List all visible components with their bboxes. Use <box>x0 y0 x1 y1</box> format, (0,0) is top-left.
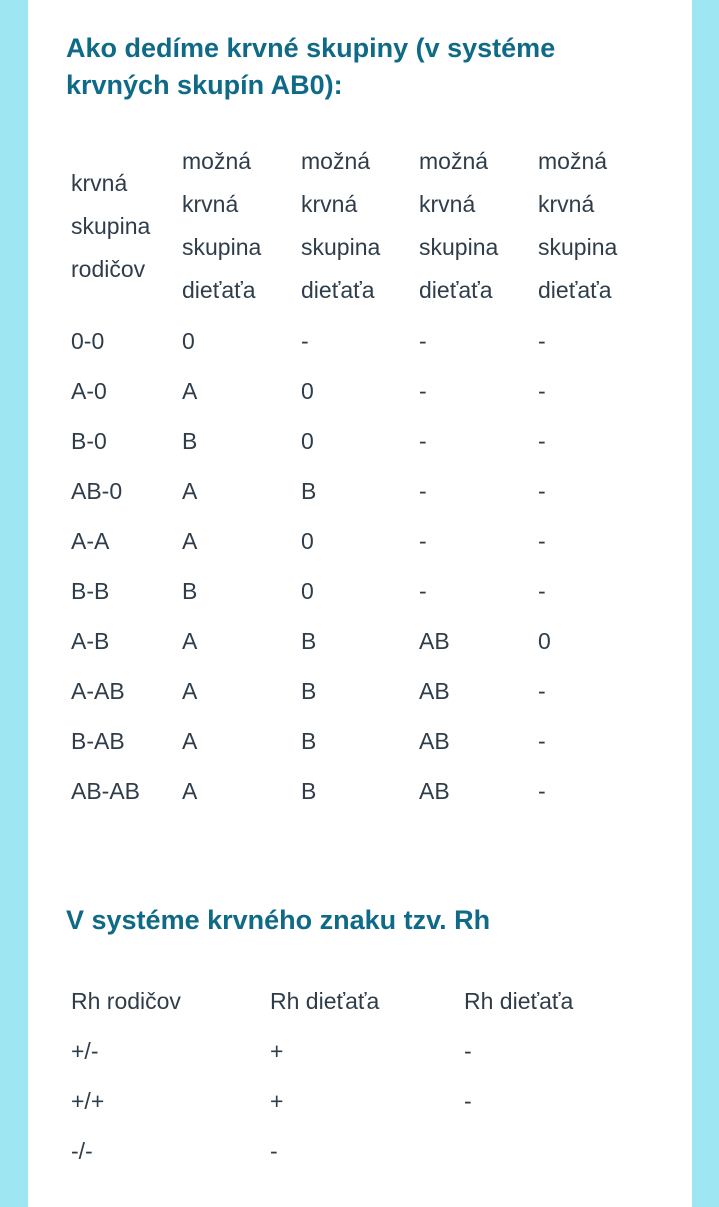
header-line: dieťaťa <box>538 277 612 303</box>
abo-child-cell: A <box>182 628 198 654</box>
abo-child-cell: 0 <box>301 378 314 404</box>
abo-child-cell: B <box>301 728 317 754</box>
abo-parent-cell: B-AB <box>71 728 125 754</box>
abo-parent-cell: A-A <box>71 528 110 554</box>
header-line: skupina <box>538 234 618 260</box>
abo-child-cell: 0 <box>301 528 314 554</box>
abo-child-cell: B <box>301 478 317 504</box>
rh-parent-cell: +/- <box>71 1038 99 1064</box>
abo-child-cell: B <box>301 678 317 704</box>
header-line: možná <box>182 148 252 174</box>
rh-child-cell: - <box>464 1038 472 1064</box>
rh-header-cell: Rh dieťaťa <box>270 988 380 1014</box>
abo-parent-cell: B-B <box>71 578 110 604</box>
rh-parent-cell: -/- <box>71 1138 93 1164</box>
header-line: možná <box>419 148 489 174</box>
abo-section-title: Ako dedíme krvné skupiny (v systéme krvných skupín AB0): <box>66 33 556 100</box>
abo-child-cell: - <box>419 578 427 604</box>
header-line: dieťaťa <box>419 277 493 303</box>
abo-child-cell: B <box>182 428 198 454</box>
abo-child-cell: A <box>182 378 198 404</box>
header-line: možná <box>538 148 608 174</box>
abo-child-cell: A <box>182 478 198 504</box>
abo-parent-cell: AB-AB <box>71 778 141 804</box>
abo-child-cell: - <box>419 428 427 454</box>
header-line: krvná <box>419 191 476 217</box>
rh-child-cell: - <box>464 1088 472 1114</box>
abo-child-cell: AB <box>419 678 450 704</box>
rh-header-cell: Rh dieťaťa <box>464 988 574 1014</box>
abo-child-cell: - <box>538 578 546 604</box>
abo-child-cell: - <box>538 528 546 554</box>
abo-child-cell: B <box>301 778 317 804</box>
abo-child-cell: 0 <box>301 428 314 454</box>
abo-header-child-group <box>419 140 498 312</box>
abo-child-cell: AB <box>419 778 450 804</box>
abo-header-parent-group <box>71 162 150 291</box>
content-card <box>28 0 692 1207</box>
header-line: krvná <box>71 170 128 196</box>
rh-child-cell: + <box>270 1088 284 1114</box>
abo-child-cell: - <box>538 478 546 504</box>
header-line: krvná <box>182 191 239 217</box>
abo-parent-cell: A-B <box>71 628 110 654</box>
header-line: skupina <box>71 213 151 239</box>
header-line: rodičov <box>71 256 146 282</box>
abo-child-cell: 0 <box>301 578 314 604</box>
header-line: dieťaťa <box>301 277 375 303</box>
abo-child-cell: - <box>419 328 427 354</box>
header-line: krvná <box>301 191 358 217</box>
abo-parent-cell: A-0 <box>71 378 107 404</box>
abo-parent-cell: B-0 <box>71 428 107 454</box>
abo-child-cell: - <box>419 528 427 554</box>
rh-child-cell: - <box>270 1138 278 1164</box>
abo-child-cell: - <box>301 328 309 354</box>
abo-parent-cell: 0-0 <box>71 328 105 354</box>
abo-header-child-group <box>182 140 261 312</box>
abo-child-cell: - <box>538 378 546 404</box>
rh-parent-cell: +/+ <box>71 1088 105 1114</box>
abo-child-cell: - <box>538 678 546 704</box>
abo-child-cell: 0 <box>538 628 551 654</box>
abo-parent-cell: AB-0 <box>71 478 123 504</box>
abo-child-cell: - <box>419 378 427 404</box>
rh-child-cell: + <box>270 1038 284 1064</box>
abo-child-cell: AB <box>419 628 450 654</box>
abo-child-cell: - <box>538 428 546 454</box>
abo-child-cell: - <box>538 778 546 804</box>
abo-child-cell: - <box>538 728 546 754</box>
abo-header-child-group <box>301 140 380 312</box>
abo-child-cell: A <box>182 728 198 754</box>
header-line: krvná <box>538 191 595 217</box>
abo-header-child-group <box>538 140 617 312</box>
abo-parent-cell: A-AB <box>71 678 125 704</box>
header-line: skupina <box>419 234 499 260</box>
abo-child-cell: B <box>301 628 317 654</box>
abo-child-cell: - <box>538 328 546 354</box>
header-line: skupina <box>182 234 262 260</box>
header-line: skupina <box>301 234 381 260</box>
abo-child-cell: B <box>182 578 198 604</box>
header-line: možná <box>301 148 371 174</box>
abo-child-cell: A <box>182 678 198 704</box>
abo-child-cell: - <box>419 478 427 504</box>
abo-child-cell: AB <box>419 728 450 754</box>
header-line: dieťaťa <box>182 277 256 303</box>
abo-child-cell: 0 <box>182 328 195 354</box>
rh-section-title: V systéme krvného znaku tzv. Rh <box>66 905 491 935</box>
rh-header-cell: Rh rodičov <box>71 988 181 1014</box>
abo-child-cell: A <box>182 778 198 804</box>
abo-child-cell: A <box>182 528 198 554</box>
